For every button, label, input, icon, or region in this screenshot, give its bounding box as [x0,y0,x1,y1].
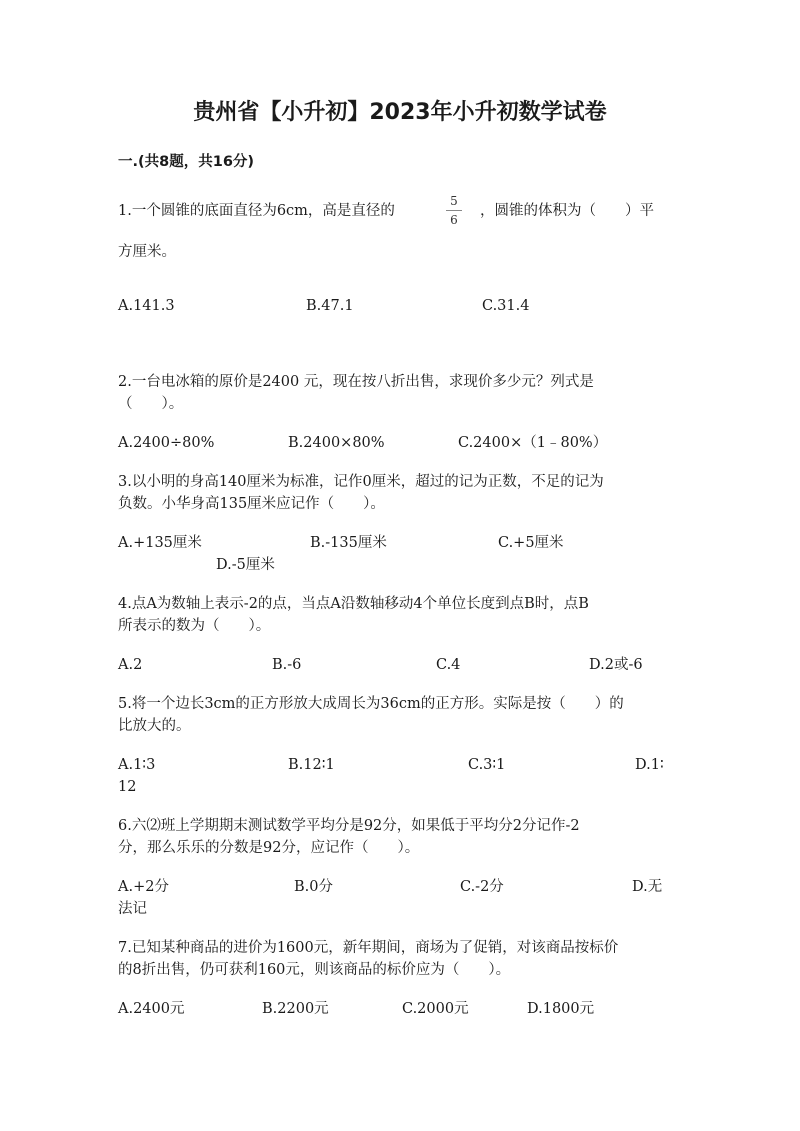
question-2-option-a: A.2400÷80% [118,435,215,451]
question-6-option-c: C.-2分 [460,879,504,895]
fraction-numerator: 5 [450,194,458,208]
fraction-five-sixths [445,194,463,227]
question-7-option-b: B.2200元 [262,1001,329,1017]
question-7-option-d: D.1800元 [527,1001,595,1017]
question-3-option-a: A.+135厘米 [118,535,202,551]
question-6-option-b: B.0分 [294,879,333,895]
question-2-stem: 2.一台电冰箱的原价是2400 元，现在按八折出售，求现价多少元？列式是 [118,374,594,390]
question-1-stem-line2: 方厘米。 [118,244,176,260]
fraction-denominator: 6 [450,213,458,227]
section-heading: 一.(共8题，共16分) [118,154,255,170]
question-7-option-a: A.2400元 [118,1001,185,1017]
question-3-stem: 3.以小明的身高140厘米为标准，记作0厘米，超过的记为正数，不足的记为 [118,474,604,490]
question-3-option-c: C.+5厘米 [498,535,564,551]
question-3-option-d: D.-5厘米 [216,557,275,573]
question-2-stem-line2: （ ）。 [118,396,184,412]
question-6-option-d: D.无 [632,879,663,895]
question-7-stem: 7.已知某种商品的进价为1600元，新年期间，商场为了促销，对该商品按标价 [118,940,619,956]
question-4-option-b: B.-6 [272,657,302,673]
question-6-stem-line2: 分，那么乐乐的分数是92分，应记作（ ）。 [118,840,420,856]
question-6-stem: 6.六⑵班上学期期末测试数学平均分是92分，如果低于平均分2分记作-2 [118,818,580,834]
fraction-bar [446,210,462,211]
question-4-option-d: D.2或-6 [589,657,643,673]
question-1-option-b: B.47.1 [306,298,354,314]
question-1-option-c: C.31.4 [482,298,530,314]
question-7-option-c: C.2000元 [402,1001,469,1017]
question-6-option-d-wrap: 法记 [118,901,147,917]
question-5-stem-line2: 比放大的。 [118,718,191,734]
question-4-stem-line2: 所表示的数为（ ）。 [118,618,271,634]
question-4-option-a: A.2 [118,657,143,673]
question-5-stem: 5.将一个边长3cm的正方形放大成周长为36cm的正方形。实际是按（ ）的 [118,696,624,712]
question-1-option-a: A.141.3 [118,298,175,314]
question-5-option-d: D.1∶ [635,757,664,773]
question-7-stem-line2: 的8折出售，仍可获利160元，则该商品的标价应为（ ）。 [118,962,511,978]
question-6-option-a: A.+2分 [118,879,169,895]
question-5-option-c: C.3∶1 [468,757,506,773]
question-3-stem-line2: 负数。小华身高135厘米应记作（ ）。 [118,496,385,512]
question-5-option-b: B.12∶1 [288,757,335,773]
question-4-option-c: C.4 [436,657,461,673]
question-2-option-b: B.2400×80% [288,435,385,451]
question-3-option-b: B.-135厘米 [310,535,387,551]
question-1-stem: 1.一个圆锥的底面直径为6cm，高是直径的 [118,203,395,219]
question-4-stem: 4.点A为数轴上表示-2的点，当点A沿数轴移动4个单位长度到点B时，点B [118,596,589,612]
question-5-option-d-wrap: 12 [118,779,137,795]
page-title: 贵州省【小升初】2023年小升初数学试卷 [193,100,607,125]
question-5-option-a: A.1∶3 [118,757,156,773]
question-2-option-c: C.2400×（1﹣80%） [458,435,608,451]
question-1-stem-cont: ，圆锥的体积为（ ）平 [480,203,654,219]
